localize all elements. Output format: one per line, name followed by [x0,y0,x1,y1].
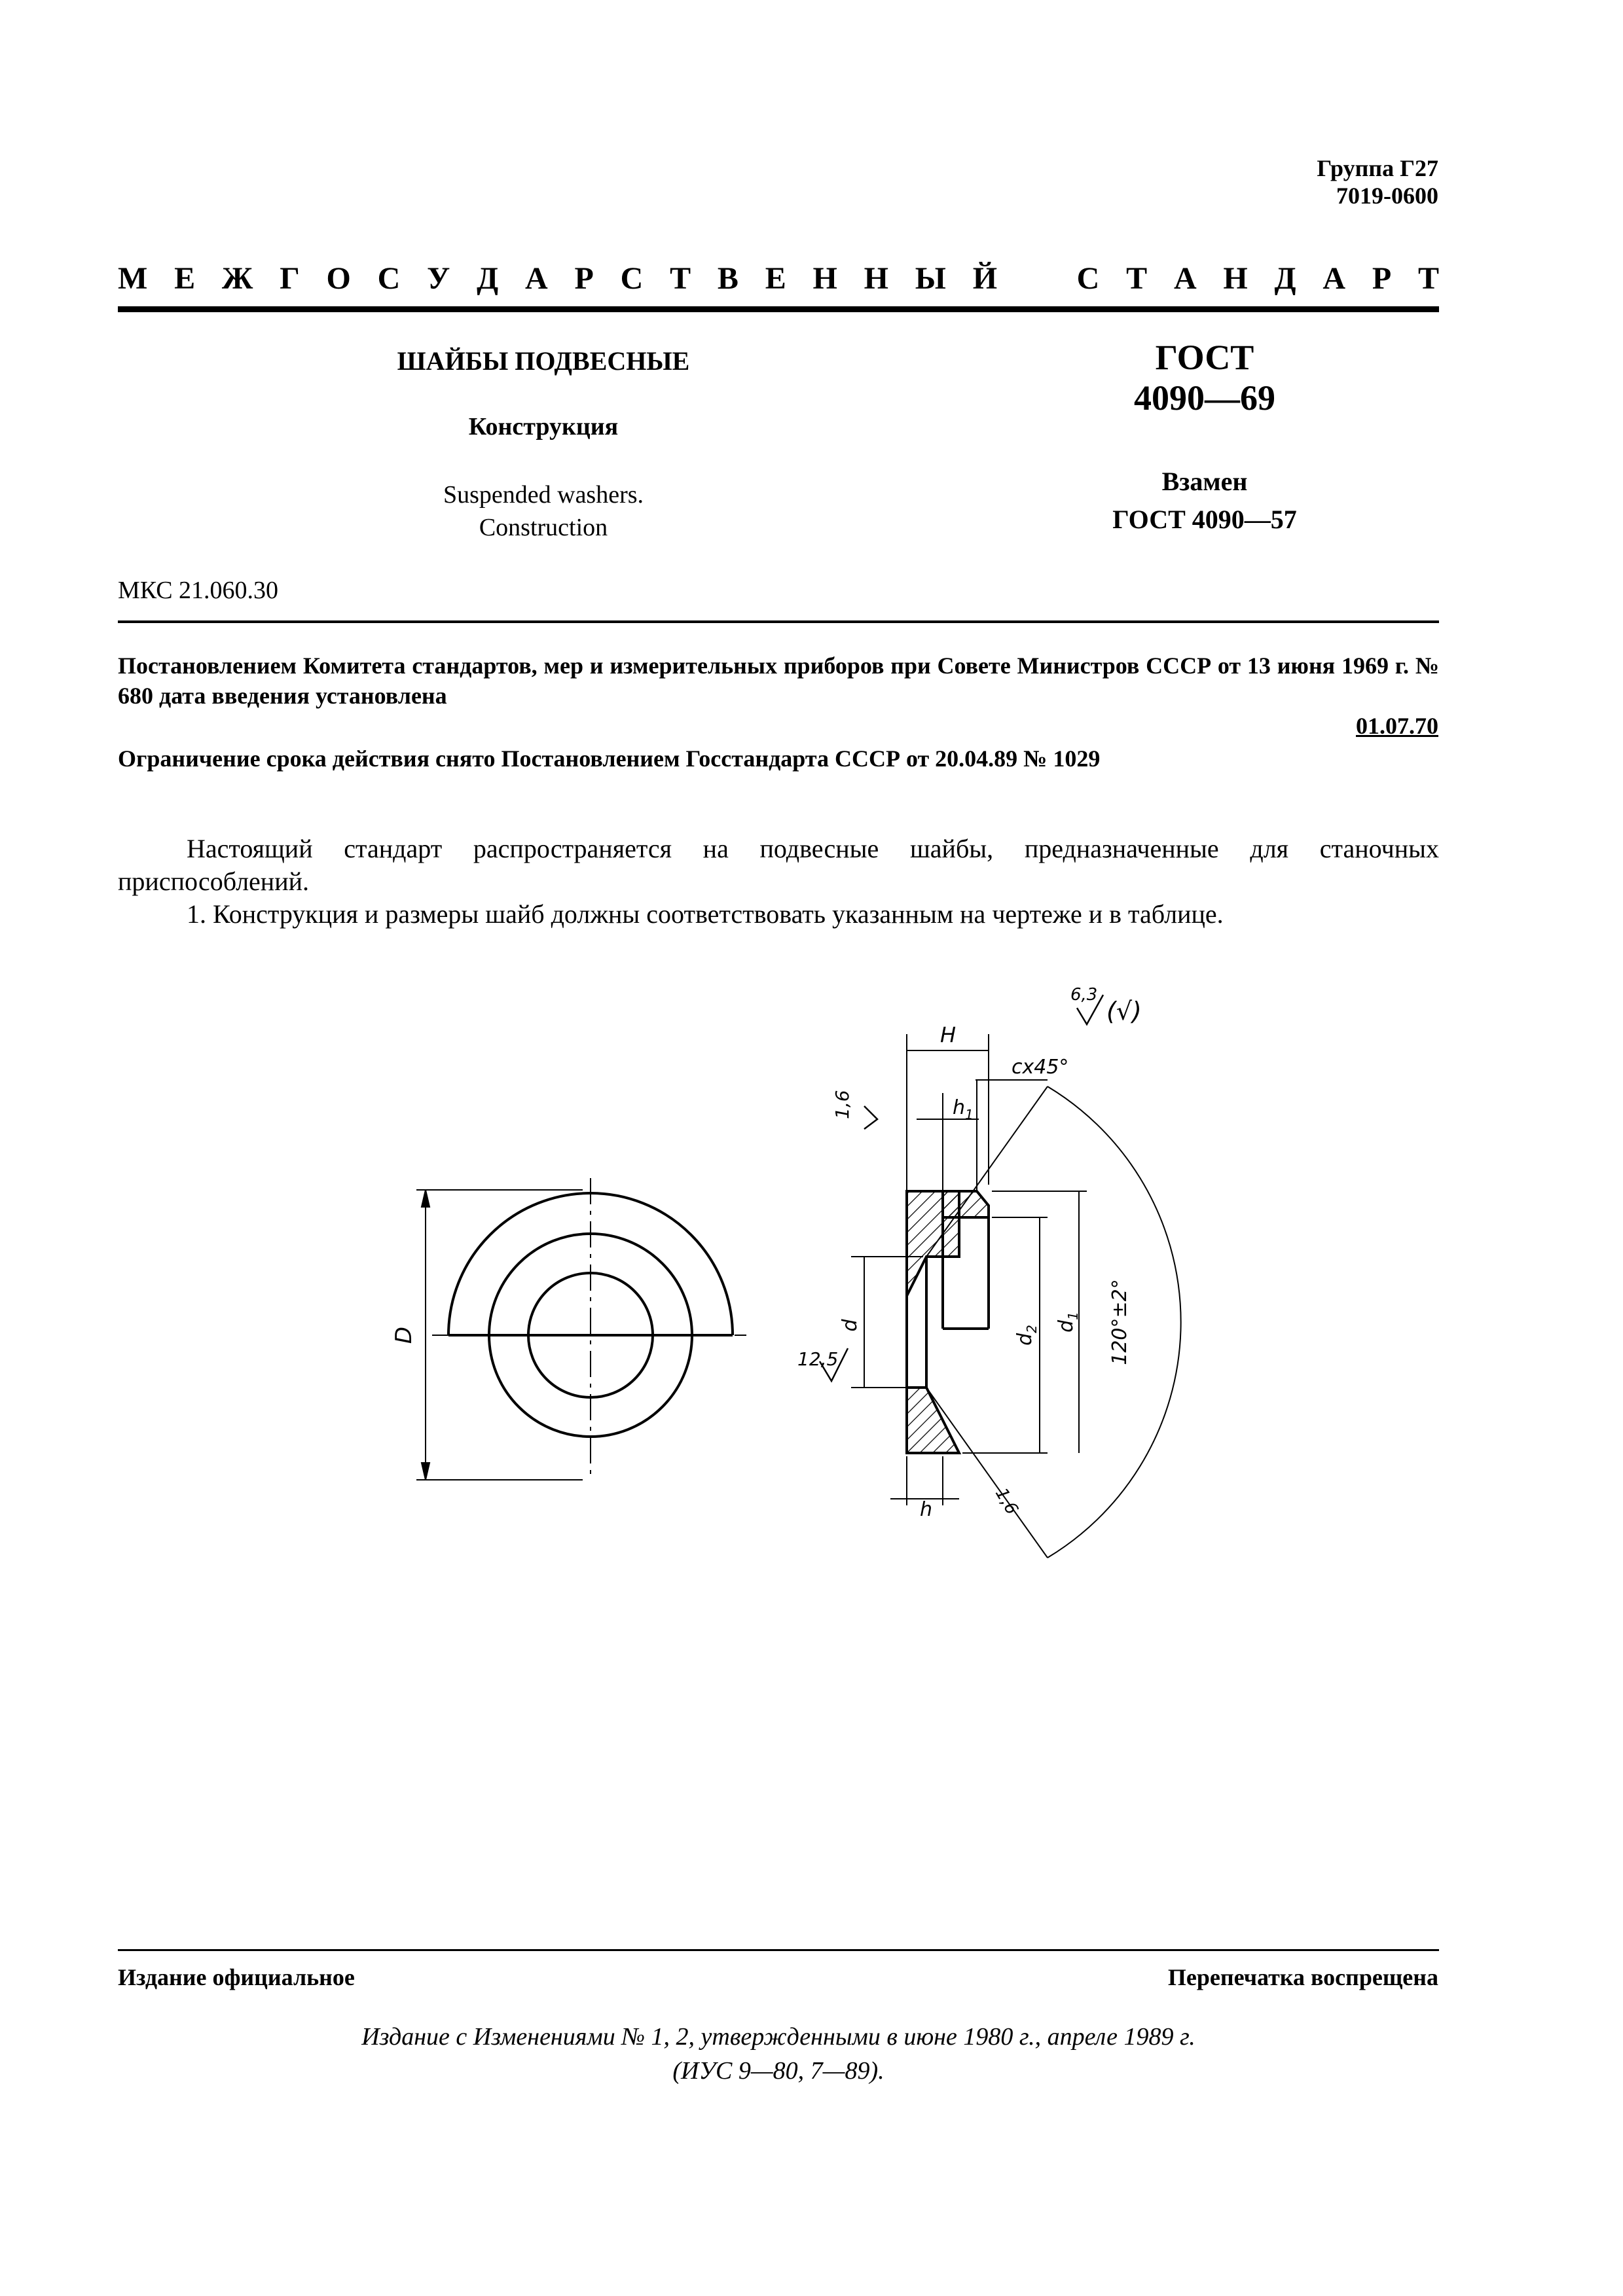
gost-label: ГОСТ [1155,338,1254,377]
label-h: h [920,1498,933,1521]
replaces-label: Взамен [1161,467,1248,496]
banner-letter: А [1173,261,1197,296]
restriction-text: Ограничение срока действия снято Постановлением Госстандарта СССР от 20.04.89 № 1029 [118,745,1101,772]
label-d2: $d_2$ [1013,1325,1040,1346]
replaces-number: ГОСТ 4090—57 [1112,505,1297,534]
document-title: ШАЙБЫ ПОДВЕСНЫЕ [397,346,690,376]
introduction-date: 01.07.70 [1356,713,1438,739]
banner-letter: О [326,261,351,296]
banner-letter: Н [1223,261,1248,296]
group-label: Группа Г27 [1317,155,1438,181]
banner-letter: У [427,261,450,296]
banner-letter: М [118,261,148,296]
english-title-line2: Construction [479,514,608,541]
banner-letter: С [1076,261,1100,296]
intro-paragraph: Настоящий стандарт распространяется на подвесные шайбы, предназначенные для станочных приспособлений. [118,834,1439,896]
classification-code: 7019-0600 [1336,183,1438,209]
banner-letter: Е [765,261,786,296]
banner-letter: Д [1274,261,1296,296]
banner-rule [118,306,1439,312]
section-hatch-hub [943,1191,989,1217]
label-H: H [939,1022,957,1047]
footer-rule [118,1949,1439,1951]
roughness-paren: (√) [1106,997,1142,1026]
edition-note-line2: (ИУС 9—80, 7—89). [672,2057,884,2085]
group-code-block [1317,154,1438,209]
roughness-main: 6,3 [1070,985,1098,1005]
banner-letter: Е [174,261,196,296]
gost-number: 4090—69 [1134,378,1275,418]
label-d1: $d_1$ [1055,1312,1081,1333]
label-D: D [391,1326,417,1344]
official-edition-label: Издание официальное [118,1964,355,1990]
roughness-bore: 12,5 [797,1348,839,1370]
banner-letter: Т [670,261,691,296]
edition-note-line1: Издание с Изменениями № 1, 2, утвержденными в июне 1980 г., апреле 1989 г. [361,2023,1195,2051]
banner-letter: Н [864,261,888,296]
decree-text: Постановлением Комитета стандартов, мер и измерительных приборов при Совете Министров СССР от 13 июня 1969 г. № 680 дата введения установлена [118,653,1439,709]
english-title-line1: Suspended washers. [443,481,644,509]
banner-letter: Г [280,261,300,296]
banner-letter: А [525,261,548,296]
washer-drawing [367,969,1218,1597]
roughness-bottom: 1,6 [991,1484,1022,1518]
label-h1: $h_1$ [953,1096,974,1122]
banner-letter: С [377,261,401,296]
standard-banner [118,260,1439,297]
label-chamfer: cx45° [1012,1056,1069,1079]
label-angle: 120°±2° [1108,1279,1131,1365]
banner-letter: Ж [221,261,253,296]
label-d: d [839,1319,862,1332]
document-subtitle: Конструкция [468,413,619,440]
banner-letter: Ы [915,261,946,296]
roughness-left: 1,6 [831,1090,853,1119]
title-rule [118,620,1439,623]
banner-letter: Д [477,261,499,296]
banner-letter: В [717,261,739,296]
banner-letter: А [1322,261,1346,296]
banner-letter: Р [1372,261,1392,296]
mks-code: МКС 21.060.30 [118,577,279,604]
banner-letter: Т [1126,261,1148,296]
reprint-prohibited-label: Перепечатка воспрещена [1167,1964,1438,1990]
banner-letter: С [620,261,644,296]
clause-1: 1. Конструкция и размеры шайб должны соответствовать указанным на чертеже и в таблице. [187,899,1224,929]
banner-letter: Р [574,261,594,296]
banner-letter: Н [812,261,837,296]
banner-letter: Й [972,261,998,296]
banner-letter: Т [1417,261,1439,296]
